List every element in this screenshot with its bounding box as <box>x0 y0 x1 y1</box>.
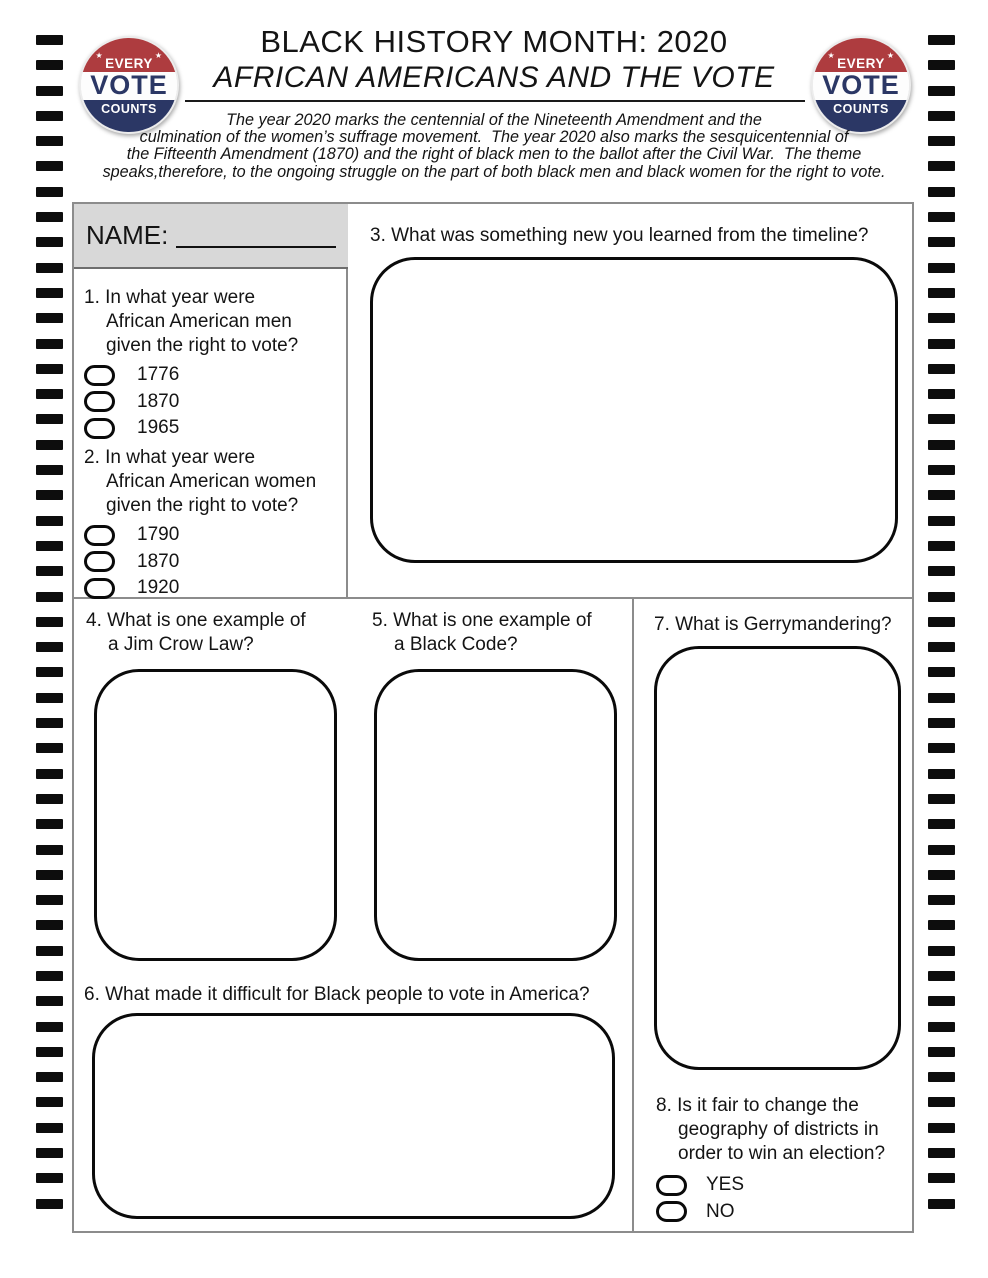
timing-mark <box>36 465 63 475</box>
timing-mark <box>928 212 955 222</box>
timing-mark <box>928 1047 955 1057</box>
question-text: a Jim Crow Law? <box>108 634 254 655</box>
intro-line: The year 2020 marks the centennial of the Nineteenth Amendment and the <box>226 111 762 129</box>
answer-bubble[interactable] <box>84 365 115 386</box>
option-row <box>656 1199 885 1226</box>
timing-mark <box>928 971 955 981</box>
option-row <box>84 389 298 416</box>
timing-mark <box>36 86 63 96</box>
options-q1 <box>84 362 298 442</box>
star-icon: ★ <box>886 51 895 61</box>
badge-every-text: EVERY <box>837 55 885 71</box>
badge-counts-text: COUNTS <box>833 102 889 117</box>
timing-mark <box>36 288 63 298</box>
timing-mark <box>928 1199 955 1209</box>
timing-mark <box>36 693 63 703</box>
timing-mark <box>928 693 955 703</box>
star-icon: ★ <box>95 51 104 61</box>
timing-mark <box>36 1199 63 1209</box>
name-section <box>74 204 348 269</box>
badge-every-text: EVERY <box>105 55 153 71</box>
timing-mark <box>928 1072 955 1082</box>
question-text: order to win an election? <box>678 1143 886 1164</box>
answer-box-q7[interactable] <box>654 646 901 1070</box>
timing-mark <box>36 794 63 804</box>
timing-mark <box>928 263 955 273</box>
timing-mark <box>36 743 63 753</box>
timing-mark <box>36 389 63 399</box>
timing-mark <box>928 743 955 753</box>
timing-mark <box>928 1022 955 1032</box>
name-input-line[interactable] <box>176 224 336 248</box>
name-label: NAME: <box>86 220 169 250</box>
question-text: 6. What made it difficult for Black people to vote in America? <box>84 984 590 1005</box>
timing-mark <box>928 667 955 677</box>
timing-mark <box>928 389 955 399</box>
timing-mark <box>36 845 63 855</box>
star-icon: ★ <box>823 117 832 127</box>
timing-mark <box>36 1072 63 1082</box>
intro-line: culmination of the women’s suffrage movement. The year 2020 also marks the sesquicentennial of <box>139 128 849 147</box>
option-row <box>84 415 298 442</box>
star-icon: ★ <box>890 117 899 127</box>
intro-paragraph <box>40 112 948 181</box>
answer-box-q5[interactable] <box>374 669 617 961</box>
timing-mark <box>928 86 955 96</box>
answer-box-q6[interactable] <box>92 1013 615 1219</box>
question-text: 7. What is Gerrymandering? <box>654 614 892 635</box>
badge-every-band <box>81 38 177 72</box>
option-row <box>84 522 316 549</box>
timing-mark <box>36 541 63 551</box>
question-7 <box>654 613 892 637</box>
ballot-timing-marks-left <box>36 35 63 1209</box>
question-text: a Black Code? <box>394 634 518 655</box>
answer-bubble[interactable] <box>84 391 115 412</box>
timing-mark <box>36 263 63 273</box>
timing-mark <box>36 946 63 956</box>
timing-mark <box>928 566 955 576</box>
timing-mark <box>36 313 63 323</box>
timing-mark <box>36 971 63 981</box>
option-label: NO <box>706 1200 735 1222</box>
question-text: 3. What was something new you learned from the timeline? <box>370 225 869 246</box>
question-6 <box>84 983 590 1007</box>
option-row <box>656 1172 885 1199</box>
timing-mark <box>36 566 63 576</box>
question-3 <box>370 224 868 248</box>
timing-mark <box>36 60 63 70</box>
timing-mark <box>36 920 63 930</box>
timing-mark <box>928 288 955 298</box>
timing-mark <box>36 212 63 222</box>
timing-mark <box>928 414 955 424</box>
header-rule <box>185 100 805 102</box>
timing-mark <box>36 819 63 829</box>
question-text: given the right to vote? <box>106 495 299 516</box>
option-label: 1870 <box>137 550 180 572</box>
timing-mark <box>928 819 955 829</box>
question-5 <box>372 609 592 657</box>
page-subtitle: AFRICAN AMERICANS AND THE VOTE <box>213 61 775 94</box>
timing-mark <box>36 1097 63 1107</box>
timing-mark <box>36 592 63 602</box>
timing-mark <box>36 667 63 677</box>
intro-line: speaks,therefore, to the ongoing struggle on the part of both black men and black women for the right to vote. <box>102 162 886 181</box>
question-text: given the right to vote? <box>106 335 299 356</box>
timing-mark <box>928 617 955 627</box>
timing-mark <box>928 1123 955 1133</box>
timing-mark <box>928 1148 955 1158</box>
timing-mark <box>36 642 63 652</box>
timing-mark <box>36 996 63 1006</box>
page-title: BLACK HISTORY MONTH: 2020 <box>260 24 728 59</box>
timing-mark <box>928 996 955 1006</box>
question-8 <box>656 1094 885 1225</box>
star-icon: ★ <box>158 117 167 127</box>
timing-mark <box>928 870 955 880</box>
timing-mark <box>36 339 63 349</box>
timing-mark <box>928 313 955 323</box>
timing-mark <box>36 1022 63 1032</box>
timing-mark <box>928 794 955 804</box>
timing-mark <box>928 920 955 930</box>
answer-bubble[interactable] <box>656 1201 687 1222</box>
question-text: geography of districts in <box>678 1119 879 1140</box>
question-text: 8. Is it fair to change the <box>656 1095 859 1116</box>
ballot-timing-marks-right <box>928 35 955 1209</box>
timing-mark <box>928 642 955 652</box>
timing-mark <box>928 895 955 905</box>
question-text: 4. What is one example of <box>86 610 306 631</box>
timing-mark <box>36 895 63 905</box>
timing-mark <box>928 364 955 374</box>
timing-mark <box>36 1123 63 1133</box>
timing-mark <box>928 490 955 500</box>
star-icon: ★ <box>827 51 836 61</box>
timing-mark <box>928 718 955 728</box>
timing-mark <box>36 187 63 197</box>
badge-vote-text: VOTE <box>813 72 909 100</box>
intro-line: the Fifteenth Amendment (1870) and the right of black men to the ballot after the Civil War. The theme <box>126 145 862 164</box>
timing-mark <box>36 1047 63 1057</box>
timing-mark <box>928 35 955 45</box>
timing-mark <box>36 769 63 779</box>
timing-mark <box>36 35 63 45</box>
timing-mark <box>36 718 63 728</box>
column-divider <box>632 599 634 1231</box>
badge-counts-text: COUNTS <box>101 102 157 117</box>
question-text: 2. In what year were <box>84 447 256 468</box>
timing-mark <box>36 870 63 880</box>
option-label: 1790 <box>137 524 180 546</box>
star-icon: ★ <box>91 117 100 127</box>
timing-mark <box>928 592 955 602</box>
timing-mark <box>928 1097 955 1107</box>
option-row <box>84 549 316 576</box>
timing-mark <box>928 516 955 526</box>
answer-bubble[interactable] <box>656 1175 687 1196</box>
question-2 <box>84 446 316 602</box>
option-label: 1920 <box>137 577 180 599</box>
timing-mark <box>36 237 63 247</box>
answer-bubble[interactable] <box>84 418 115 439</box>
question-4 <box>86 609 306 657</box>
timing-mark <box>36 1148 63 1158</box>
timing-mark <box>36 364 63 374</box>
options-q2 <box>84 522 316 602</box>
option-row <box>84 575 316 602</box>
badge-vote-text: VOTE <box>81 72 177 100</box>
timing-mark <box>928 946 955 956</box>
question-text: African American women <box>106 471 317 492</box>
timing-mark <box>928 187 955 197</box>
question-text: 1. In what year were <box>84 287 256 308</box>
options-q8 <box>656 1172 885 1225</box>
timing-mark <box>36 490 63 500</box>
timing-mark <box>36 617 63 627</box>
timing-mark <box>928 845 955 855</box>
star-icon: ★ <box>154 51 163 61</box>
timing-mark <box>928 465 955 475</box>
question-text: African American men <box>106 311 292 332</box>
answer-box-q4[interactable] <box>94 669 337 961</box>
option-row <box>84 362 298 389</box>
timing-mark <box>928 769 955 779</box>
timing-mark <box>36 516 63 526</box>
option-label: 1870 <box>137 390 180 412</box>
timing-mark <box>928 440 955 450</box>
timing-mark <box>928 339 955 349</box>
timing-mark <box>36 414 63 424</box>
timing-mark <box>36 440 63 450</box>
answer-box-q3[interactable] <box>370 257 898 563</box>
timing-mark <box>36 1173 63 1183</box>
worksheet-form <box>72 202 914 1233</box>
badge-every-band <box>813 38 909 72</box>
question-text: 5. What is one example of <box>372 610 592 631</box>
option-label: 1965 <box>137 417 180 439</box>
timing-mark <box>928 60 955 70</box>
answer-bubble[interactable] <box>84 525 115 546</box>
timing-mark <box>928 541 955 551</box>
option-label: 1776 <box>137 364 180 386</box>
option-label: YES <box>706 1174 745 1196</box>
timing-mark <box>928 237 955 247</box>
answer-bubble[interactable] <box>84 578 115 599</box>
answer-bubble[interactable] <box>84 551 115 572</box>
question-1 <box>84 286 298 442</box>
timing-mark <box>928 1173 955 1183</box>
